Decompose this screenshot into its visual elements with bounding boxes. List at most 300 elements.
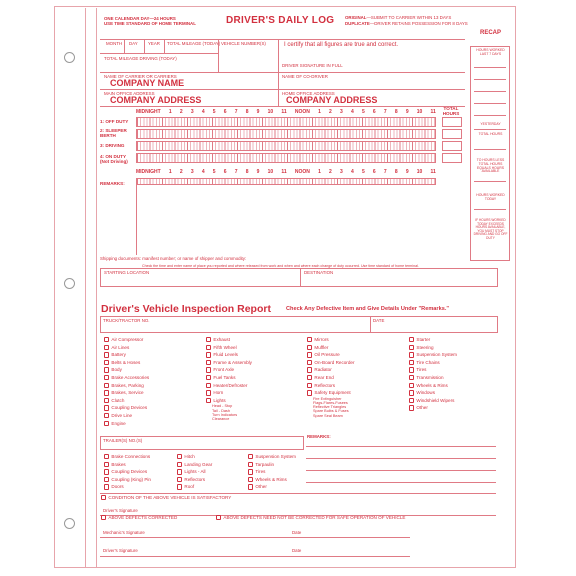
hour-label: 2 [179, 169, 183, 175]
checkbox[interactable] [307, 337, 312, 342]
hour-label: MIDNIGHT [136, 109, 161, 115]
hour-label: 9 [405, 109, 409, 115]
checkbox[interactable] [104, 375, 109, 380]
checkbox[interactable] [216, 515, 221, 520]
remarks-label: REMARKS: [100, 181, 125, 186]
item-label: Mirrors [314, 337, 329, 342]
hour-label: 8 [245, 169, 249, 175]
check-item[interactable] [104, 404, 149, 412]
check-item[interactable] [409, 382, 457, 390]
row-label-driving: 3: DRIVING [100, 143, 125, 148]
hour-label: 8 [245, 109, 249, 115]
item-label: Radiator [314, 367, 332, 373]
item-label: Lights [213, 397, 226, 403]
rule [370, 316, 371, 333]
total-hours-label: TOTAL HOURS [442, 106, 460, 116]
month-label: MONTH [106, 41, 123, 46]
hour-label: 9 [256, 169, 260, 175]
defects-corrected-label: ABOVE DEFECTS CORRECTED [108, 515, 178, 520]
hour-label: 2 [179, 109, 183, 115]
checkbox[interactable] [104, 390, 109, 395]
recap-line [474, 129, 506, 130]
hour-label: 6 [223, 109, 227, 115]
hour-label: NOON [294, 169, 310, 175]
recap-hours-available: TO HOURS LESS TOTAL HOURS EQUALS HOURS AVAILABLE [476, 158, 505, 174]
hour-label: 3 [340, 109, 343, 115]
margin-line [96, 8, 97, 568]
grid-off-duty[interactable] [136, 117, 436, 127]
check-line-instructions: Check the time and enter name of place you reported and where released from work and when and where each change of duty occurred. Use time standard of home terminal. [142, 264, 419, 268]
hour-label: 5 [212, 109, 216, 115]
hour-label: 4 [201, 109, 205, 115]
rule [278, 39, 279, 107]
item-label: Steering [416, 344, 434, 350]
check-item[interactable] [104, 374, 149, 382]
hour-label: 10 [416, 109, 423, 115]
checkbox[interactable] [101, 495, 106, 500]
drivers-signature-label[interactable]: Driver's Signature [103, 508, 138, 513]
hour-label: 1 [168, 169, 172, 175]
item-label: Tire Chains [416, 359, 440, 365]
checkbox[interactable] [248, 484, 253, 489]
binder-hole-top [64, 52, 75, 63]
item-label: Fifth Wheel [213, 344, 237, 350]
item-label: Windows [416, 390, 436, 396]
item-label: Brakes [111, 461, 126, 467]
drivers-signature-label-2[interactable]: Driver's Signature [103, 548, 138, 553]
driver-date-label[interactable]: Date [292, 548, 302, 553]
item-label: Engine [111, 420, 126, 426]
hour-label: 6 [372, 109, 376, 115]
checklist-col-4 [409, 336, 457, 412]
checkbox[interactable] [206, 352, 211, 357]
grid-sleeper-berth[interactable] [136, 129, 436, 139]
row-label-sleeper-berth: 2: SLEEPER BERTH [100, 128, 127, 138]
check-item[interactable] [307, 374, 354, 382]
checkbox[interactable] [307, 367, 312, 372]
item-label: Front Axle [213, 367, 235, 373]
hour-label: 4 [201, 169, 205, 175]
binder-hole-middle [64, 278, 75, 289]
checkbox[interactable] [307, 375, 312, 380]
check-item[interactable] [206, 344, 252, 352]
item-label: Exhaust [213, 337, 230, 342]
checkbox[interactable] [104, 469, 109, 474]
hour-label: 7 [234, 169, 238, 175]
checkbox[interactable] [206, 367, 211, 372]
defects-not-corrected-label: ABOVE DEFECTS NEED NOT BE CORRECTED FOR SAFE OPERATION OF VEHICLE [223, 515, 406, 520]
check-item[interactable] [177, 476, 212, 484]
log-title: DRIVER'S DAILY LOG [226, 15, 335, 26]
defects-not-corrected-row[interactable] [216, 514, 405, 522]
recap-line [474, 115, 506, 116]
remarks-line [306, 458, 496, 459]
item-label: Muffler [314, 344, 329, 350]
checkbox[interactable] [409, 360, 414, 365]
hour-label: 1 [318, 169, 321, 175]
certify-statement: I certify that all figures are true and correct. [284, 42, 399, 48]
check-item[interactable] [248, 453, 296, 461]
check-item[interactable] [409, 374, 457, 382]
mechanics-signature-label[interactable]: Mechanic's Signature [103, 530, 145, 535]
item-label: Oil Pressure [314, 352, 340, 358]
rule [100, 39, 465, 40]
item-label: Air Lines [111, 344, 130, 350]
recap-title: RECAP [480, 30, 502, 36]
company-address-home: COMPANY ADDRESS [286, 95, 378, 105]
checkbox[interactable] [307, 360, 312, 365]
lights-sub: Turn Indicators [212, 412, 238, 417]
remarks-line [306, 470, 496, 471]
item-label: Transmission [416, 374, 444, 380]
total-sleeper-berth[interactable] [442, 129, 462, 139]
hour-scale-top [136, 109, 436, 115]
item-label: Fluid Levels [213, 352, 238, 358]
check-item[interactable] [206, 336, 252, 344]
recap-panel [470, 46, 510, 261]
inspection-instruction: Check Any Defective Item and Give Details Under "Remarks." [286, 306, 450, 312]
check-item[interactable] [409, 344, 457, 352]
total-on-duty[interactable] [442, 153, 462, 163]
item-label: Wheels & Rims [255, 476, 287, 482]
checklist-col-1 [104, 336, 149, 427]
hour-label: 3 [340, 169, 343, 175]
checklist-col-2 [206, 336, 252, 421]
hour-label: 11 [281, 109, 287, 115]
lights-sub: Tail - Dash [212, 408, 230, 413]
checkbox[interactable] [104, 352, 109, 357]
checkbox[interactable] [104, 413, 109, 418]
hour-label: MIDNIGHT [136, 169, 161, 175]
check-item[interactable] [248, 461, 296, 469]
item-label: Other [255, 484, 267, 490]
safety-sub: Flags-Flares-Fusees [313, 400, 348, 405]
checkbox[interactable] [409, 367, 414, 372]
check-item[interactable] [206, 374, 252, 382]
trailers-no-label[interactable]: TRAILER(S) NO.(S) [103, 438, 143, 443]
checkbox[interactable] [104, 398, 109, 403]
rule [100, 556, 410, 557]
trailer-col-2 [177, 453, 212, 491]
checkbox[interactable] [177, 462, 182, 467]
shipping-docs-label: Shipping documents: manifest number; or name of shipper and commodity: [100, 256, 247, 261]
driver-signature-label: DRIVER SIGNATURE IN FULL [282, 63, 343, 68]
check-item[interactable] [177, 468, 212, 476]
recap-hours-today: HOURS WORKED TODAY [476, 193, 505, 201]
recap-warning: IF HOURS WORKED TODAY EXCEEDS HOURS AVAILABLE, YOU MUST STOP DRIVING AND GO OFF DUTY [473, 218, 508, 240]
hour-label: 4 [350, 109, 354, 115]
check-item[interactable] [104, 336, 149, 344]
check-item[interactable] [104, 359, 149, 367]
check-item[interactable] [177, 453, 212, 461]
checkbox[interactable] [409, 352, 414, 357]
check-item[interactable] [177, 461, 212, 469]
check-item[interactable] [104, 382, 149, 390]
item-label: Frame & Assembly [213, 359, 252, 365]
rule [136, 185, 137, 255]
check-item[interactable] [307, 351, 354, 359]
lights-sub: Head - Stop [212, 404, 233, 409]
date-label[interactable]: DATE [373, 318, 385, 323]
item-label: Coupling Devices [111, 405, 148, 411]
check-item[interactable] [206, 366, 252, 374]
check-item[interactable] [409, 404, 457, 412]
checkbox[interactable] [409, 405, 414, 410]
checkbox[interactable] [409, 337, 414, 342]
hour-label: 8 [394, 109, 398, 115]
recap-line [474, 209, 506, 210]
check-item[interactable] [409, 397, 457, 405]
checkbox[interactable] [101, 515, 106, 520]
hour-label: 5 [361, 169, 365, 175]
duplicate-note: —DRIVER RETAINS POSSESSION FOR 8 DAYS [369, 21, 468, 26]
check-item[interactable] [307, 382, 354, 390]
row-label-off-duty: 1: OFF DUTY [100, 119, 129, 124]
check-item[interactable] [248, 468, 296, 476]
remarks-ticks [136, 178, 436, 185]
binder-hole-bottom [64, 518, 75, 529]
hour-label: 5 [361, 109, 365, 115]
trailer-col-3 [248, 453, 296, 491]
recap-line [474, 149, 506, 150]
item-label: Tarpaulin [255, 461, 275, 467]
company-address: COMPANY ADDRESS [110, 95, 202, 105]
rule [100, 53, 218, 54]
hour-label: 9 [405, 169, 409, 175]
item-label: Air Compressor [111, 337, 144, 342]
checkbox[interactable] [104, 360, 109, 365]
item-label: Brakes, Parking [111, 382, 144, 388]
starting-location-label[interactable]: STARTING LOCATION [104, 270, 150, 275]
checkbox[interactable] [307, 345, 312, 350]
total-miles-driving-label: TOTAL MILEAGE DRIVING (TODAY) [104, 56, 177, 61]
original-label [345, 15, 451, 20]
item-label: Tires [416, 367, 427, 373]
item-label: Drive Line [111, 412, 133, 418]
check-item[interactable] [206, 389, 252, 397]
main-office-label: MAIN OFFICE ADDRESS [104, 91, 155, 96]
checkbox[interactable] [206, 383, 211, 388]
checklist-col-3 [307, 336, 354, 418]
home-office-label: HOME OFFICE ADDRESS [282, 91, 335, 96]
checkbox[interactable] [409, 375, 414, 380]
check-item[interactable] [104, 468, 151, 476]
checkbox[interactable] [104, 367, 109, 372]
check-item[interactable] [248, 483, 296, 491]
checkbox[interactable] [409, 398, 414, 403]
check-item[interactable] [206, 351, 252, 359]
check-item[interactable] [206, 359, 252, 367]
item-label: Body [111, 367, 122, 373]
checkbox[interactable] [206, 390, 211, 395]
check-item[interactable] [104, 366, 149, 374]
checkbox[interactable] [206, 360, 211, 365]
hour-label: 3 [190, 109, 194, 115]
hour-label: 6 [372, 169, 376, 175]
checkbox[interactable] [104, 462, 109, 467]
checkbox[interactable] [307, 383, 312, 388]
check-item[interactable] [409, 359, 457, 367]
check-item[interactable] [104, 344, 149, 352]
year-label: YEAR [148, 41, 160, 46]
check-item[interactable] [409, 389, 457, 397]
company-name: COMPANY NAME [110, 78, 185, 88]
item-label: Doors [111, 484, 124, 490]
item-label: Clutch [111, 397, 125, 403]
rule [100, 89, 465, 90]
check-item[interactable] [104, 389, 149, 397]
check-item[interactable] [104, 420, 149, 428]
recap-line [474, 91, 506, 92]
checkbox[interactable] [104, 337, 109, 342]
check-item[interactable] [104, 412, 149, 420]
hour-label: 1 [168, 109, 172, 115]
checkbox[interactable] [104, 477, 109, 482]
item-label: Landing Gear [184, 461, 213, 467]
checkbox[interactable] [177, 484, 182, 489]
destination-label[interactable]: DESTINATION [304, 270, 334, 275]
item-label: Suspension System [255, 454, 296, 459]
check-item[interactable] [177, 483, 212, 491]
checkbox[interactable] [177, 469, 182, 474]
total-mileage-label: TOTAL MILEAGE (TODAY) [167, 41, 221, 46]
remarks-label-inspection[interactable]: REMARKS: [307, 434, 331, 439]
rule [218, 39, 219, 73]
checkbox[interactable] [104, 421, 109, 426]
original-word: ORIGINAL [345, 15, 367, 20]
recap-line [474, 79, 506, 80]
item-label: Reflectors [314, 382, 336, 388]
item-label: Brake Connections [111, 454, 151, 459]
item-label: Belts & Hoses [111, 359, 141, 365]
check-item[interactable] [104, 453, 151, 461]
hour-label: 11 [281, 169, 287, 175]
checkbox[interactable] [206, 398, 211, 403]
truck-date-box [100, 316, 498, 333]
checkbox[interactable] [104, 405, 109, 410]
hour-label: 4 [350, 169, 354, 175]
checkbox[interactable] [307, 352, 312, 357]
checkbox[interactable] [409, 345, 414, 350]
rule [100, 106, 465, 107]
perforation-line [85, 8, 86, 568]
item-label: Heater/Defroster [213, 382, 248, 388]
total-driving[interactable] [442, 141, 462, 151]
item-label: Battery [111, 352, 126, 358]
hour-label: 7 [383, 169, 387, 175]
day-label: DAY [129, 41, 138, 46]
hour-label: 7 [234, 109, 238, 115]
hour-label: 2 [329, 169, 332, 175]
safety-sub: Reflective Triangles [313, 405, 347, 410]
mechanic-date-label[interactable]: Date [292, 530, 302, 535]
item-label: Hitch [184, 454, 195, 459]
recap-line [474, 181, 506, 182]
checkbox[interactable] [206, 337, 211, 342]
checkbox[interactable] [248, 454, 253, 459]
item-label: Suspension System [416, 352, 457, 358]
check-item[interactable] [307, 344, 354, 352]
checkbox[interactable] [409, 383, 414, 388]
carrier-name-label: NAME OF CARRIER OR CARRIERS [104, 74, 177, 79]
header-time-standard: USE TIME STANDARD OF HOME TERMINAL [104, 21, 196, 26]
checkbox[interactable] [206, 375, 211, 380]
inspection-title: Driver's Vehicle Inspection Report [101, 303, 271, 315]
check-item[interactable] [104, 483, 151, 491]
checkbox[interactable] [248, 462, 253, 467]
check-item[interactable] [104, 461, 151, 469]
check-item[interactable] [206, 397, 252, 405]
item-label: Windshield Wipers [416, 397, 455, 403]
checkbox[interactable] [104, 383, 109, 388]
checkbox[interactable] [307, 390, 312, 395]
check-item[interactable] [307, 389, 354, 397]
check-item[interactable] [206, 382, 252, 390]
checkbox[interactable] [177, 454, 182, 459]
checkbox[interactable] [206, 345, 211, 350]
hour-label: 10 [416, 169, 423, 175]
check-item[interactable] [409, 336, 457, 344]
checkbox[interactable] [409, 390, 414, 395]
hour-label: 3 [190, 169, 194, 175]
condition-satisfactory-row[interactable] [101, 494, 231, 502]
trailer-col-1 [104, 453, 151, 491]
recap-hours-last-7: HOURS WORKED LAST 7 DAYS [476, 48, 505, 56]
check-item[interactable] [307, 359, 354, 367]
defects-corrected-row[interactable] [101, 514, 177, 522]
item-label: Wheels & Rims [416, 382, 448, 388]
header-calendar-day: ONE CALENDAR DAY—24 HOURS [104, 16, 176, 21]
checkbox[interactable] [177, 477, 182, 482]
hour-label: 10 [267, 109, 274, 115]
hour-label: 7 [383, 109, 387, 115]
duplicate-label [345, 21, 468, 26]
condition-satisfactory-label: CONDITION OF THE ABOVE VEHICLE IS SATISFACTORY [108, 495, 232, 500]
checkbox[interactable] [104, 345, 109, 350]
hour-label: 11 [430, 169, 436, 175]
item-label: Tires [255, 469, 266, 475]
check-item[interactable] [104, 397, 149, 405]
check-item[interactable] [248, 476, 296, 484]
check-item[interactable] [104, 351, 149, 359]
checkbox[interactable] [248, 469, 253, 474]
rule [300, 268, 301, 287]
rule [124, 39, 125, 53]
rule [100, 537, 410, 538]
rule [100, 72, 465, 73]
check-item[interactable] [307, 336, 354, 344]
hour-label: 5 [212, 169, 216, 175]
remarks-line [306, 482, 496, 483]
item-label: Roof [184, 484, 195, 490]
row-label-on-duty: 4: ON DUTY (Not Driving) [100, 154, 128, 164]
check-item[interactable] [409, 351, 457, 359]
recap-yesterday: YESTERDAY [480, 122, 501, 126]
grid-on-duty[interactable] [136, 153, 436, 163]
grid-driving[interactable] [136, 141, 436, 151]
checkbox[interactable] [104, 454, 109, 459]
item-label: Coupling (King) Pin [111, 476, 151, 482]
check-item[interactable] [104, 476, 151, 484]
rule [144, 39, 145, 53]
truck-tractor-no-label[interactable]: TRUCK/TRACTOR NO. [103, 318, 150, 323]
checkbox[interactable] [104, 484, 109, 489]
check-item[interactable] [409, 366, 457, 374]
check-item[interactable] [307, 366, 354, 374]
item-label: Brake Accessories [111, 374, 150, 380]
checkbox[interactable] [248, 477, 253, 482]
total-off-duty[interactable] [442, 117, 462, 127]
